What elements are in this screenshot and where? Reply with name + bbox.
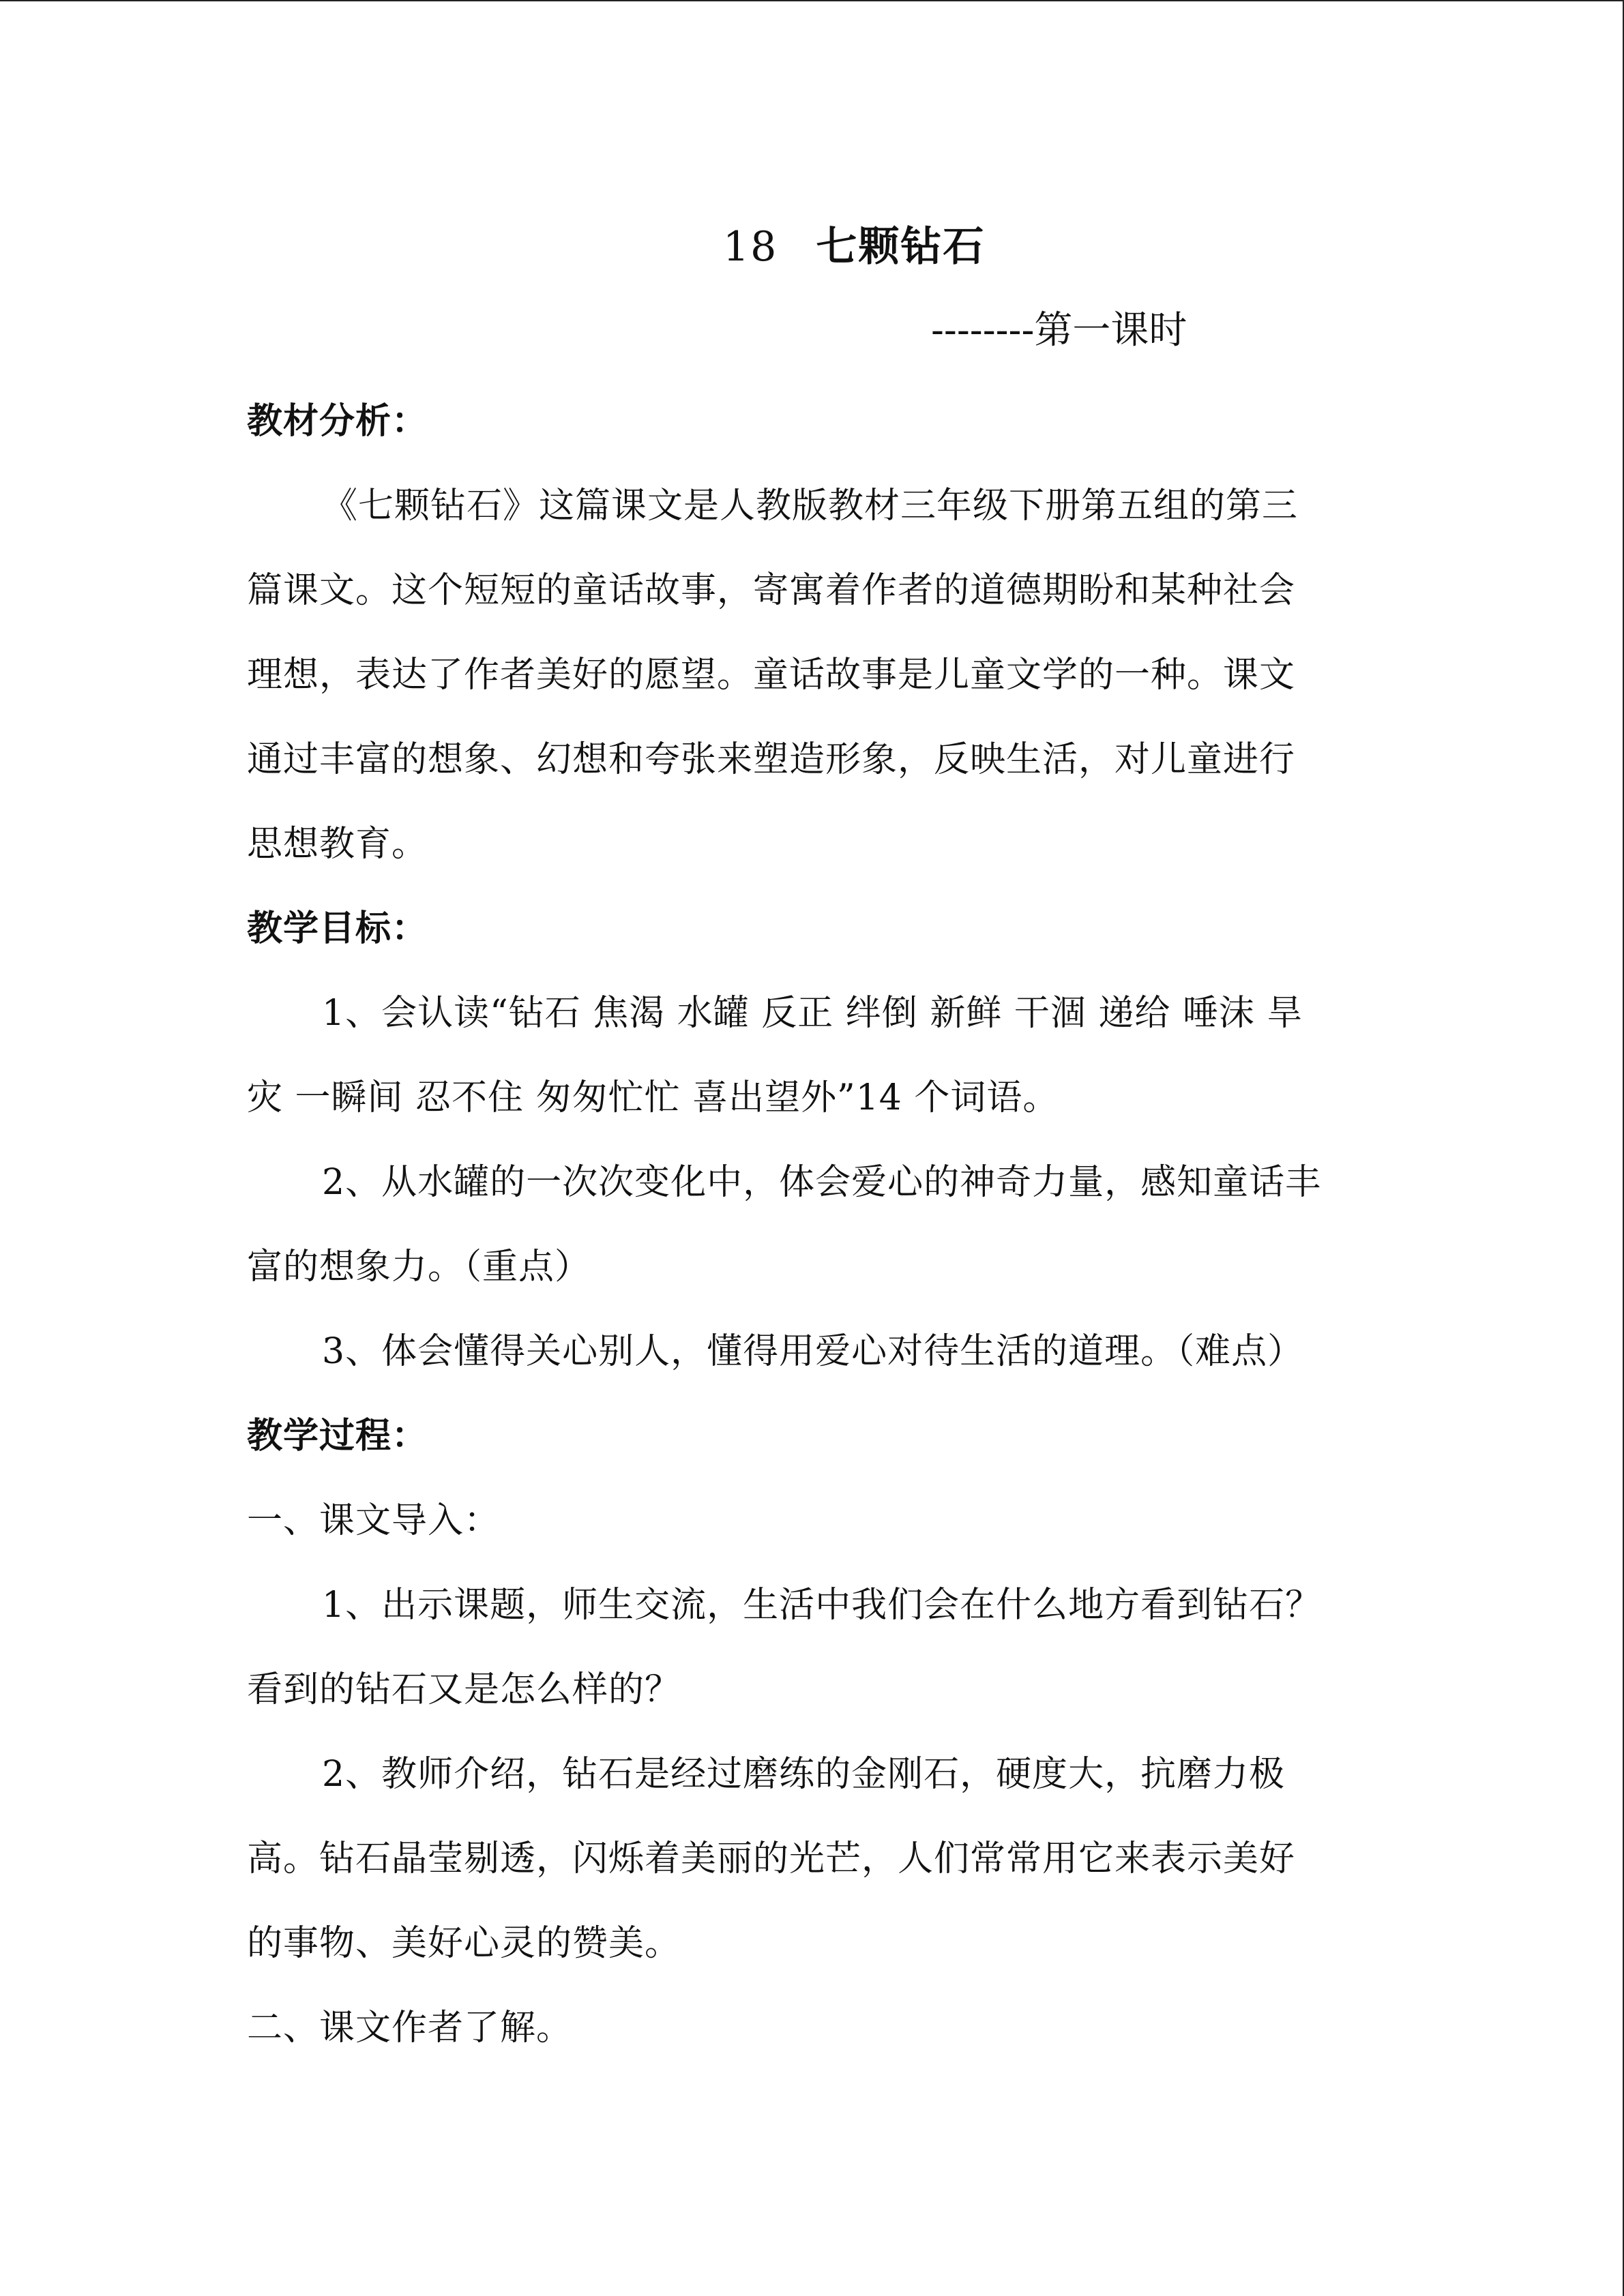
objective-2-line: 2、从水罐的一次次变化中，体会爱心的神奇力量，感知童话丰 (322, 1162, 1322, 1203)
process-item-1-line: 看到的钻石又是怎么样的？ (247, 1669, 681, 1710)
objective-1-line: 灾 一瞬间 忍不住 匆匆忙忙 喜出望外”14 个词语。 (247, 1077, 1059, 1118)
process-item-2-line: 高。钻石晶莹剔透，闪烁着美丽的光芒，人们常常用它来表示美好 (247, 1838, 1296, 1879)
lesson-number: 18 (723, 223, 778, 271)
process-item-1-line: 1、出示课题，师生交流，生活中我们会在什么地方看到钻石？ (322, 1585, 1322, 1626)
objective-1-line: 1、会认读“钻石 焦渴 水罐 反正 绊倒 新鲜 干涸 递给 唾沫 旱 (322, 993, 1303, 1034)
objective-2-line: 富的想象力。（重点） (247, 1247, 591, 1287)
document-body (247, 379, 1393, 2070)
objective-3-line: 3、体会懂得关心别人，懂得用爱心对待生活的道理。（难点） (322, 1331, 1304, 1372)
analysis-heading: 教材分析： (247, 400, 428, 442)
process-item-2-line: 2、教师介绍，钻石是经过磨练的金刚石，硬度大，抗磨力极 (322, 1754, 1286, 1795)
process-section-2-title: 二、课文作者了解。 (247, 2008, 573, 2048)
process-item-2-line: 的事物、美好心灵的赞美。 (247, 1923, 681, 1964)
analysis-line: 思想教育。 (247, 824, 428, 865)
process-heading: 教学过程： (247, 1415, 428, 1457)
analysis-line: 《七颗钻石》这篇课文是人教版教材三年级下册第五组的第三 (322, 486, 1299, 526)
objectives-heading: 教学目标： (247, 908, 428, 949)
analysis-line: 篇课文。这个短短的童话故事，寄寓着作者的道德期盼和某种社会 (247, 570, 1296, 611)
lesson-title (723, 214, 985, 273)
analysis-line: 通过丰富的想象、幻想和夸张来塑造形象，反映生活，对儿童进行 (247, 739, 1296, 780)
process-section-1-title: 一、课文导入： (247, 1500, 501, 1541)
lesson-subtitle: --------第一课时 (931, 308, 1187, 353)
analysis-line: 理想，表达了作者美好的愿望。童话故事是儿童文学的一种。课文 (247, 655, 1296, 696)
lesson-title-text: 七颗钻石 (816, 223, 986, 271)
